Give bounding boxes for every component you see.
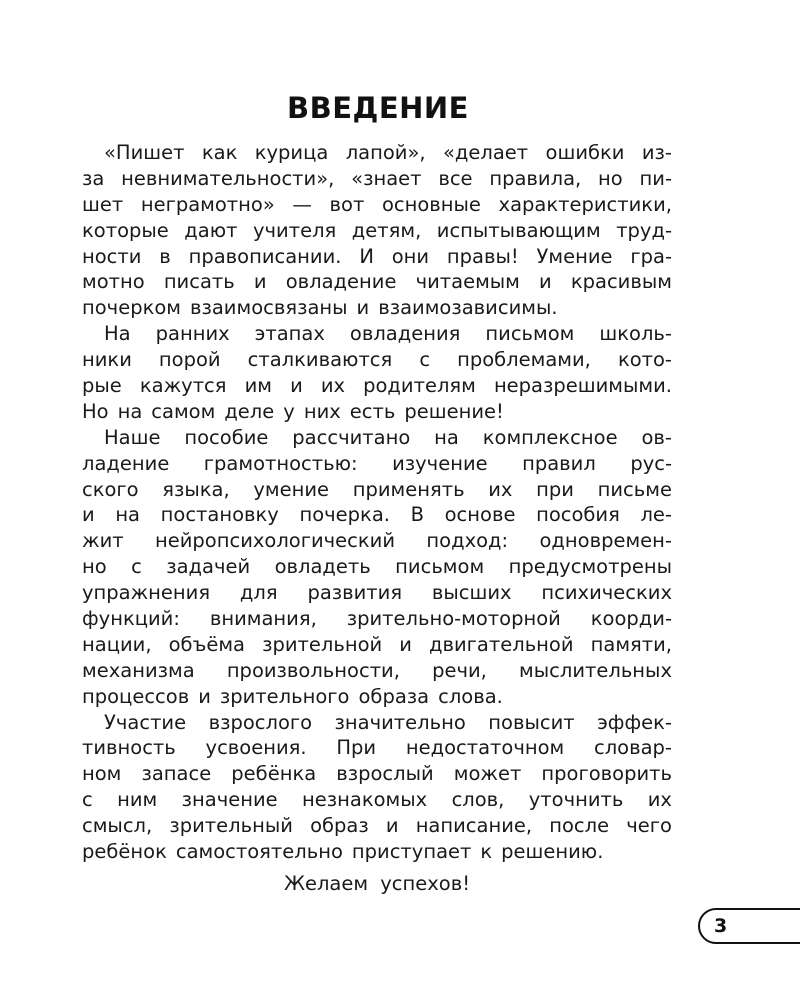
page-number: 3	[714, 915, 728, 937]
text-line: ники порой сталкиваются с проблемами, кото-	[82, 348, 672, 372]
text-line: ности в правописании. И они правы! Умение гра-	[82, 244, 672, 268]
text-line: почерком взаимосвязаны и взаимозависимы.	[82, 296, 558, 320]
text-line: которые дают учителя детям, испытывающим труд-	[82, 218, 672, 242]
text-line: мотно писать и овладение читаемым и красивым	[82, 270, 672, 294]
text-line: но с задачей овладеть письмом предусмотрены	[82, 555, 672, 579]
text-line: Наше пособие рассчитано на комплексное ов-	[104, 425, 672, 449]
text-line: «Пишет как курица лапой», «делает ошибки из-	[104, 141, 672, 164]
text-line: ского языка, умение применять их при письме	[82, 477, 672, 501]
page-title: ВВЕДЕНИЕ	[286, 91, 469, 125]
text-line: с ним значение незнакомых слов, уточнить их	[82, 788, 672, 812]
text-line: и на постановку почерка. В основе пособия ле-	[82, 503, 672, 527]
text-line: ном запасе ребёнка взрослый может проговорить	[82, 762, 672, 786]
text-line: Но на самом деле у них есть решение!	[82, 399, 504, 423]
text-line: Участие взрослого значительно повысит эффек-	[104, 710, 672, 734]
text-line: ребёнок самостоятельно приступает к решению.	[82, 840, 604, 864]
text-line: смысл, зрительный образ и написание, после чего	[82, 814, 672, 838]
text-line: тивность усвоения. При недостаточном словар-	[82, 736, 672, 760]
text-line: функций: внимания, зрительно-моторной коорди-	[82, 607, 672, 631]
text-line: механизма произвольности, речи, мыслительных	[82, 658, 672, 682]
text-line: жит нейропсихологический подход: одновремен-	[82, 529, 672, 553]
text-line: ладение грамотностью: изучение правил рус-	[82, 451, 672, 475]
closing-line: Желаем успехов!	[283, 872, 471, 895]
text-line: упражнения для развития высших психических	[82, 581, 672, 605]
text-line: процессов и зрительного образа слова.	[82, 684, 503, 708]
page-number-tab	[698, 908, 800, 944]
text-line: рые кажутся им и их родителям неразрешимыми.	[82, 374, 672, 398]
text-line: за невнимательности», «знает все правила, но пи-	[82, 166, 672, 190]
text-line: шет неграмотно» — вот основные характеристики,	[82, 192, 672, 216]
text-line: нации, объёма зрительной и двигательной памяти,	[82, 632, 672, 656]
body-text	[82, 140, 672, 865]
text-line: На ранних этапах овладения письмом школь-	[104, 322, 672, 346]
